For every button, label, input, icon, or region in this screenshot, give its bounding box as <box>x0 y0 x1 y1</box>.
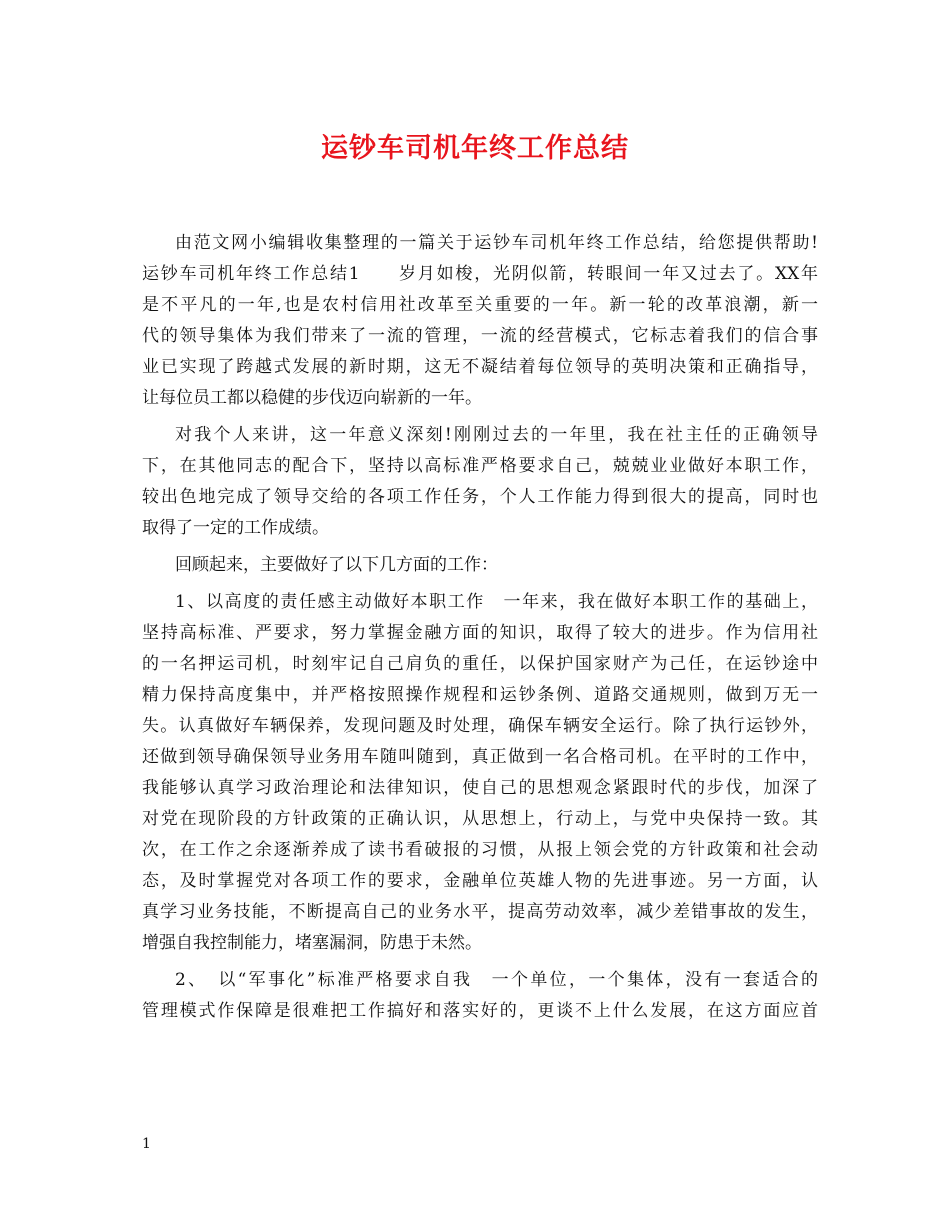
text-line: 业已实现了跨越式发展的新时期，这无不凝结着每位领导的英明决策和正确指导， <box>142 357 818 377</box>
document-body <box>142 228 818 1033</box>
text-line: 较出色地完成了领导交给的各项工作任务，个人工作能力得到很大的提高，同时也 <box>142 487 818 507</box>
text-line: 的一名押运司机，时刻牢记自己肩负的重任，以保护国家财产为己任，在运钞途中 <box>142 654 818 674</box>
text-line: 精力保持高度集中，并严格按照操作规程和运钞条例、道路交通规则，做到万无一 <box>142 685 818 705</box>
text-line: 由范文网小编辑收集整理的一篇关于运钞车司机年终工作总结，给您提供帮助! <box>175 233 818 253</box>
paragraph <box>142 420 818 544</box>
text-line: 取得了一定的工作成绩。 <box>142 518 329 538</box>
text-line: 是不平凡的一年,也是农村信用社改革至关重要的一年。新一轮的改革浪潮，新一 <box>142 295 818 315</box>
document-title: 运钞车司机年终工作总结 <box>321 133 629 164</box>
paragraph <box>142 587 818 959</box>
text-line: 运钞车司机年终工作总结1 岁月如梭，光阴似箭，转眼间一年又过去了。XX年 <box>142 264 818 284</box>
text-line: 管理模式作保障是很难把工作搞好和落实好的，更谈不上什么发展，在这方面应首 <box>142 1001 818 1021</box>
text-line: 对党在现阶段的方针政策的正确认识，从思想上，行动上，与党中央保持一致。其 <box>142 809 818 829</box>
text-line: 下，在其他同志的配合下，坚持以高标准严格要求自己，兢兢业业做好本职工作， <box>142 456 818 476</box>
text-line: 态，及时掌握党对各项工作的要求，金融单位英雄人物的先进事迹。另一方面，认 <box>142 871 818 891</box>
text-line: 代的领导集体为我们带来了一流的管理，一流的经营模式，它标志着我们的信合事 <box>142 326 818 346</box>
text-line: 增强自我控制能力，堵塞漏洞，防患于未然。 <box>142 933 482 953</box>
text-line: 失。认真做好车辆保养，发现问题及时处理，确保车辆安全运行。除了执行运钞外， <box>142 716 818 736</box>
text-line: 次，在工作之余逐渐养成了读书看破报的习惯，从报上领会党的方针政策和社会动 <box>142 840 818 860</box>
paragraph <box>142 228 818 414</box>
text-line: 坚持高标准、严要求，努力掌握金融方面的知识，取得了较大的进步。作为信用社 <box>142 623 818 643</box>
paragraph <box>142 965 818 1027</box>
text-line: 回顾起来，主要做好了以下几方面的工作： <box>175 555 498 575</box>
paragraph <box>142 550 818 581</box>
text-line: 我能够认真学习政治理论和法律知识，使自己的思想观念紧跟时代的步伐，加深了 <box>142 778 818 798</box>
text-line: 还做到领导确保领导业务用车随叫随到，真正做到一名合格司机。在平时的工作中， <box>142 747 818 767</box>
page-number: 1 <box>142 1136 151 1152</box>
text-line: 对我个人来讲，这一年意义深刻!刚刚过去的一年里，我在社主任的正确领导 <box>175 425 818 445</box>
text-line: 真学习业务技能，不断提高自己的业务水平，提高劳动效率，减少差错事故的发生， <box>142 902 818 922</box>
text-line: 1、以高度的责任感主动做好本职工作 一年来，我在做好本职工作的基础上， <box>175 592 818 612</box>
text-line: 让每位员工都以稳健的步伐迈向崭新的一年。 <box>142 388 482 408</box>
text-line: 2、 以“军事化”标准严格要求自我 一个单位，一个集体，没有一套适合的 <box>175 970 818 990</box>
